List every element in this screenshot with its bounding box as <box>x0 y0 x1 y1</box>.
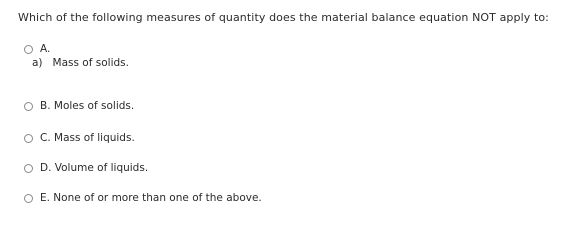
option-a-sub-prefix: a) <box>32 57 43 69</box>
option-c-radio[interactable] <box>24 134 33 143</box>
option-b-radio[interactable] <box>24 102 33 111</box>
option-e[interactable] <box>24 192 262 204</box>
option-a-sub-text: Mass of solids. <box>52 57 129 69</box>
option-d[interactable] <box>24 162 148 174</box>
option-b-label: B. Moles of solids. <box>40 100 135 112</box>
option-d-label: D. Volume of liquids. <box>40 162 149 174</box>
option-a-radio[interactable] <box>24 45 33 54</box>
question-text: Which of the following measures of quantity does the material balance equation NOT apply to: <box>18 11 549 24</box>
option-c-label: C. Mass of liquids. <box>40 132 135 144</box>
option-b[interactable] <box>24 100 134 112</box>
option-e-radio[interactable] <box>24 194 33 203</box>
option-a-label: A. <box>40 43 51 55</box>
option-c[interactable] <box>24 132 135 144</box>
option-a[interactable] <box>24 43 50 55</box>
option-e-label: E. None of or more than one of the above. <box>40 192 262 204</box>
option-a-subanswer <box>32 57 129 69</box>
option-d-radio[interactable] <box>24 164 33 173</box>
